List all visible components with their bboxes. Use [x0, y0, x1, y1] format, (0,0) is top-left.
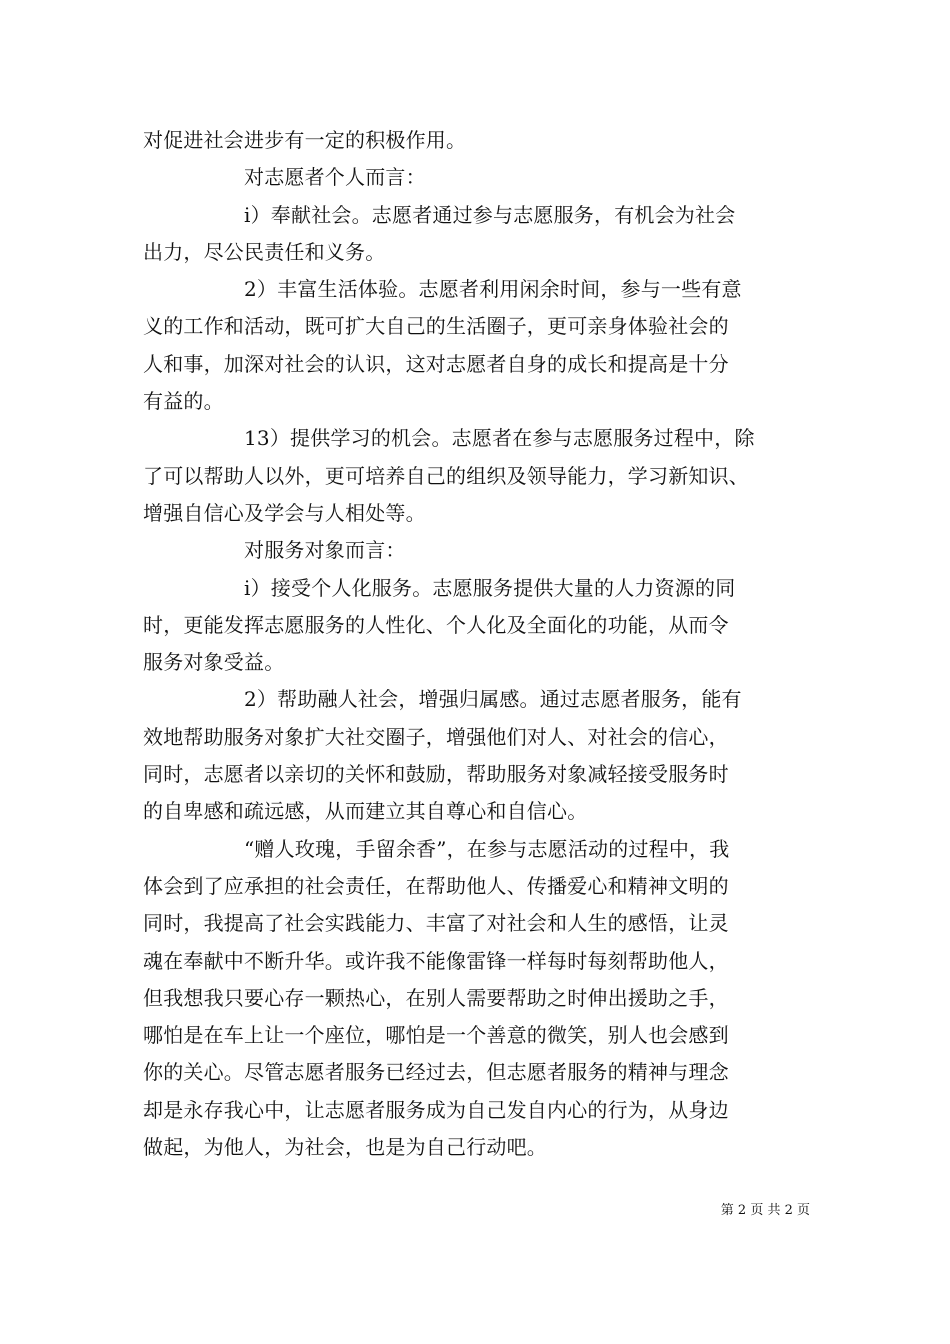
- text-line: 效地帮助服务对象扩大社交圈子，增强他们对人、对社会的信心，: [143, 724, 729, 749]
- text-line: 对服务对象而言：: [244, 538, 406, 563]
- text-line: 同时，志愿者以亲切的关怀和鼓励，帮助服务对象减轻接受服务时: [143, 762, 729, 787]
- text-line: 对志愿者个人而言：: [244, 165, 426, 190]
- text-line: 但我想我只要心存一颗热心，在别人需要帮助之时伸出援助之手，: [143, 985, 729, 1010]
- page-number: 第 2 页 共 2 页: [720, 1203, 810, 1218]
- text-line: 增强自信心及学会与人相处等。: [143, 500, 426, 525]
- text-line: 对促进社会进步有一定的积极作用。: [143, 128, 467, 152]
- text-line: 了可以帮助人以外，更可培养自己的组织及领导能力，学习新知识、: [143, 463, 749, 488]
- text-line: 2）帮助融人社会，增强归属感。通过志愿者服务，能有: [244, 687, 742, 712]
- body-text: [143, 122, 823, 1166]
- text-line: 你的关心。尽管志愿者服务已经过去，但志愿者服务的精神与理念: [143, 1060, 729, 1085]
- text-line: 服务对象受益。: [143, 650, 285, 675]
- text-line: 13）提供学习的机会。志愿者在参与志愿服务过程中，除: [244, 426, 755, 451]
- text-line: 人和事，加深对社会的认识，这对志愿者自身的成长和提高是十分: [143, 351, 729, 376]
- text-line: 义的工作和活动，既可扩大自己的生活圈子，更可亲身体验社会的: [143, 314, 729, 339]
- text-line: i）接受个人化服务。志愿服务提供大量的人力资源的同: [244, 575, 736, 600]
- text-line: 体会到了应承担的社会责任，在帮助他人、传播爱心和精神文明的: [143, 873, 729, 898]
- text-line: 却是永存我心中，让志愿者服务成为自己发自内心的行为，从身边: [143, 1097, 729, 1122]
- text-line: 2）丰富生活体验。志愿者利用闲余时间，参与一些有意: [244, 277, 742, 302]
- text-line: 同时，我提高了社会实践能力、丰富了对社会和人生的感悟，让灵: [143, 911, 729, 936]
- text-line: 的自卑感和疏远感，从而建立其自尊心和自信心。: [143, 799, 588, 824]
- text-line: 魂在奉献中不断升华。或许我不能像雷锋一样每时每刻帮助他人，: [143, 948, 729, 973]
- text-line: 做起，为他人，为社会，也是为自己行动吧。: [143, 1135, 547, 1160]
- text-line: i）奉献社会。志愿者通过参与志愿服务，有机会为社会: [244, 202, 736, 227]
- text-line: 出力，尽公民责任和义务。: [143, 239, 386, 264]
- text-line: 有益的。: [143, 389, 224, 414]
- text-line: 哪怕是在车上让一个座位，哪怕是一个善意的微笑，别人也会感到: [143, 1023, 729, 1048]
- text-line: “赠人玫瑰，手留余香”，在参与志愿活动的过程中，我: [244, 836, 730, 861]
- text-line: 时，更能发挥志愿服务的人性化、个人化及全面化的功能，从而令: [143, 612, 729, 637]
